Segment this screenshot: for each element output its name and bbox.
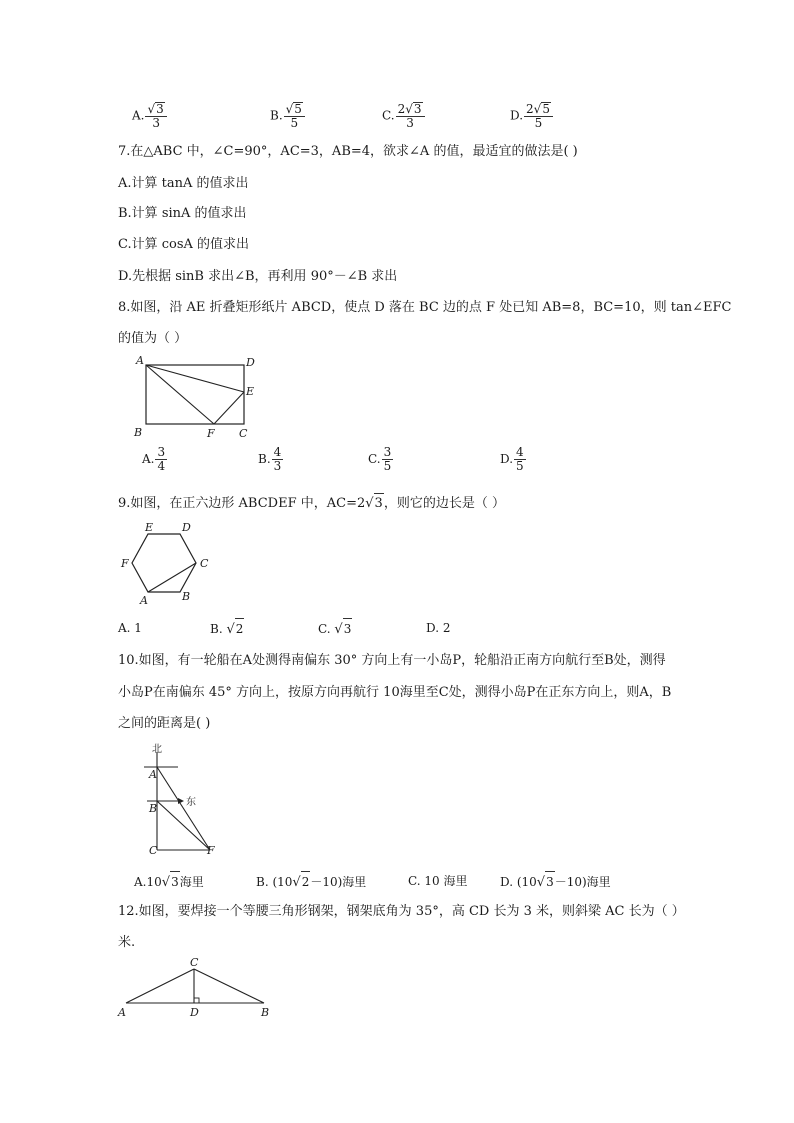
q9-label-a: A [140, 594, 148, 607]
q12-label-d: D [190, 1006, 199, 1019]
q8-option-b: B. $\frac{4}{3}$ [258, 445, 282, 473]
q12-label-b: B [261, 1006, 270, 1019]
q10-option-d: D. (10√3－10)海里 [500, 871, 611, 893]
q9-option-d: D. 2 [426, 621, 451, 635]
q10-label-f: F [207, 844, 215, 857]
q6-option-a: A. $\frac{√3}{3}$ [132, 102, 167, 130]
q10-label-north: 北 [152, 744, 162, 755]
q8-option-d: D. $\frac{4}{5}$ [500, 445, 524, 473]
q9-option-a: A. 1 [118, 621, 142, 635]
q8-option-c: C. $\frac{3}{5}$ [368, 445, 392, 473]
q9-label-e: E [145, 521, 154, 534]
q9-label-f: F [121, 557, 129, 570]
q10-label-c: C [149, 844, 158, 857]
q6-option-b: B. $\frac{√5}{5}$ [270, 102, 305, 130]
q8-label-f: F [207, 427, 215, 440]
q12-label-c: C [190, 956, 199, 969]
q10-option-b: B. (10√2－10)海里 [256, 871, 366, 893]
q8-option-a: A. $\frac{3}{4}$ [142, 445, 166, 473]
q9-hexagon-figure [118, 518, 218, 608]
q10-option-a: A.10√3海里 [134, 871, 204, 893]
q10-label-b: B [149, 802, 158, 815]
q7-option-d: D.先根据 sinB 求出∠B，再利用 90°－∠B 求出 [118, 269, 398, 284]
q8-stem-line2: 的值为（ ） [118, 331, 188, 346]
q8-label-a: A [136, 354, 144, 367]
q7-option-b: B.计算 sinA 的值求出 [118, 206, 247, 221]
q9-label-c: C [200, 557, 209, 570]
q10-line1: 10.如图，有一轮船在A处测得南偏东 30° 方向上有一小岛P，轮船沿正南方向航行至B处，测得 [118, 653, 666, 668]
q8-label-c: C [239, 427, 248, 440]
q12-line2: 米. [118, 935, 136, 950]
q7-option-a: A.计算 tanA 的值求出 [118, 176, 249, 191]
q9-option-b: B. √2 [210, 618, 244, 640]
q9-label-d: D [182, 521, 191, 534]
q12-line1: 12.如图，要焊接一个等腰三角形钢架，钢架底角为 35°，高 CD 长为 3 米，则斜梁 AC 长为（ ） [118, 904, 685, 919]
q12-label-a: A [118, 1006, 126, 1019]
q7-stem: 7.在△ABC 中，∠C=90°，AC=3，AB=4，欲求∠A 的值，最适宜的做法是( ) [118, 144, 578, 159]
q9-label-b: B [182, 590, 191, 603]
q10-line3: 之间的距离是( ) [118, 716, 211, 731]
q8-rectangle-figure [128, 352, 268, 442]
q10-label-east: 东 [186, 797, 196, 808]
q9-option-c: C. √3 [318, 618, 352, 640]
q10-line2: 小岛P在南偏东 45° 方向上，按原方向再航行 10海里至C处，测得小岛P在正东方向上，则A，B [118, 685, 672, 700]
q12-triangle-figure [112, 956, 282, 1022]
q10-navigation-figure [140, 742, 230, 860]
q8-stem-line1: 8.如图，沿 AE 折叠矩形纸片 ABCD，使点 D 落在 BC 边的点 F 处已知 AB=8，BC=10，则 tan∠EFC [118, 300, 732, 315]
q10-label-a: A [149, 768, 157, 781]
q7-option-c: C.计算 cosA 的值求出 [118, 237, 250, 252]
q8-label-b: B [134, 426, 143, 439]
q8-label-e: E [246, 385, 255, 398]
q6-option-c: C. $\frac{2√3}{3}$ [382, 102, 425, 130]
q10-option-c: C. 10 海里 [408, 874, 468, 888]
q8-label-d: D [246, 356, 255, 369]
q6-option-d: D. $\frac{2√5}{5}$ [510, 102, 553, 130]
q9-stem: 9.如图，在正六边形 ABCDEF 中，AC=2√3，则它的边长是（ ） [118, 493, 505, 514]
